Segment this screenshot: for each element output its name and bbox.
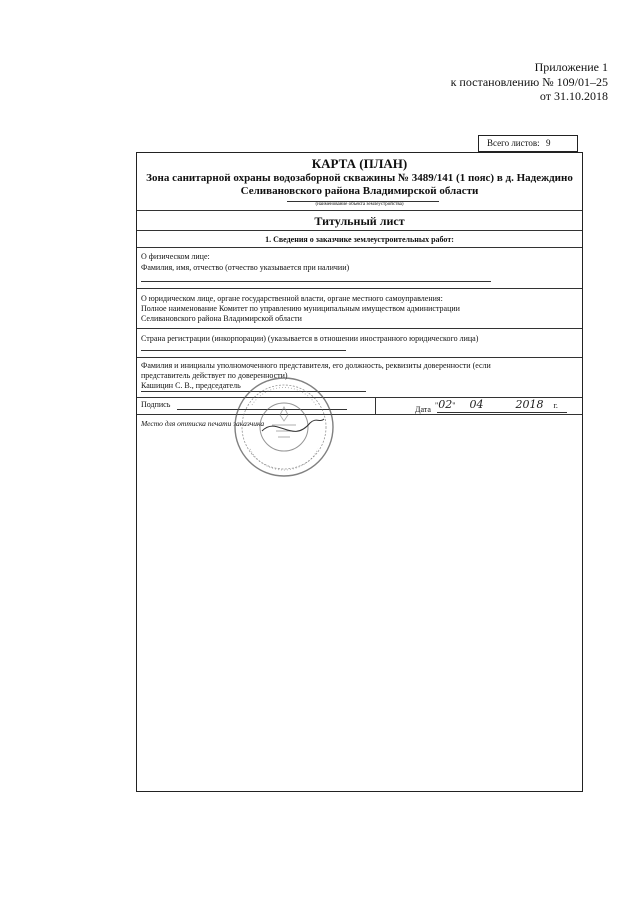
- section-1-heading: 1. Сведения о заказчике землеустроительных работ:: [265, 235, 454, 244]
- annex-line-2: к постановлению № 109/01–25: [450, 74, 608, 89]
- form-frame: [136, 152, 583, 792]
- divider: [137, 357, 582, 358]
- date-label: Дата: [415, 405, 431, 414]
- divider: [137, 414, 582, 415]
- sheets-label: Всего листов:: [487, 138, 540, 148]
- date-month: 04: [469, 398, 484, 411]
- sheets-count: 9: [545, 138, 551, 148]
- date-row: "02" 04 2018 г.: [435, 398, 558, 411]
- country-field[interactable]: [141, 350, 346, 351]
- annex-header: [451, 60, 608, 104]
- date-field[interactable]: [437, 412, 567, 413]
- annex-line-1: Приложение 1: [534, 60, 608, 74]
- date-day: 02: [438, 398, 453, 411]
- divider: [137, 247, 582, 248]
- round-seal-stamp: [232, 375, 336, 479]
- legal-label: О юридическом лице, органе государственной власти, органе местного самоуправления:: [141, 294, 443, 303]
- stamp-place-label: Место для оттиска печати заказчика: [141, 419, 265, 428]
- representative-label-1: Фамилия и инициалы уполномоченного представителя, его должность, реквизиты доверенности (если: [141, 361, 491, 370]
- representative-value: Кашицин С. В., председатель: [141, 381, 241, 390]
- signature-label: Подпись: [141, 400, 171, 409]
- doc-title: КАРТА (ПЛАН): [311, 156, 408, 171]
- date-year: 2018: [515, 398, 544, 411]
- country-label: Страна регистрации (инкорпорации) (указывается в отношении иностранного юридического лица): [141, 334, 479, 343]
- title-sheet-heading: Титульный лист: [314, 214, 405, 228]
- sheets-count-box: [478, 135, 578, 152]
- object-caption: (наименование объекта землеустройства): [315, 202, 404, 207]
- legal-full-name-2: Селивановского района Владимирской области: [141, 314, 302, 323]
- individual-name-field[interactable]: [141, 281, 491, 282]
- object-name: Зона санитарной охраны водозаборной скважины № 3489/141 (1 пояс) в д. Надеждино Селивановского района Владимирской области: [146, 172, 573, 197]
- legal-full-name-1: Полное наименование Комитет по управлению муниципальным имуществом администрации: [141, 304, 460, 313]
- divider: [137, 328, 582, 329]
- individual-name-label: Фамилия, имя, отчество (отчество указывается при наличии): [141, 263, 350, 272]
- divider: [137, 210, 582, 211]
- individual-label: О физическом лице:: [141, 252, 210, 261]
- annex-line-3: от 31.10.2018: [539, 89, 608, 103]
- representative-label-2: представитель действует по доверенности): [141, 371, 288, 380]
- divider: [137, 288, 582, 289]
- date-year-suffix: г.: [553, 401, 558, 410]
- cell-divider: [375, 397, 376, 414]
- divider: [137, 230, 582, 231]
